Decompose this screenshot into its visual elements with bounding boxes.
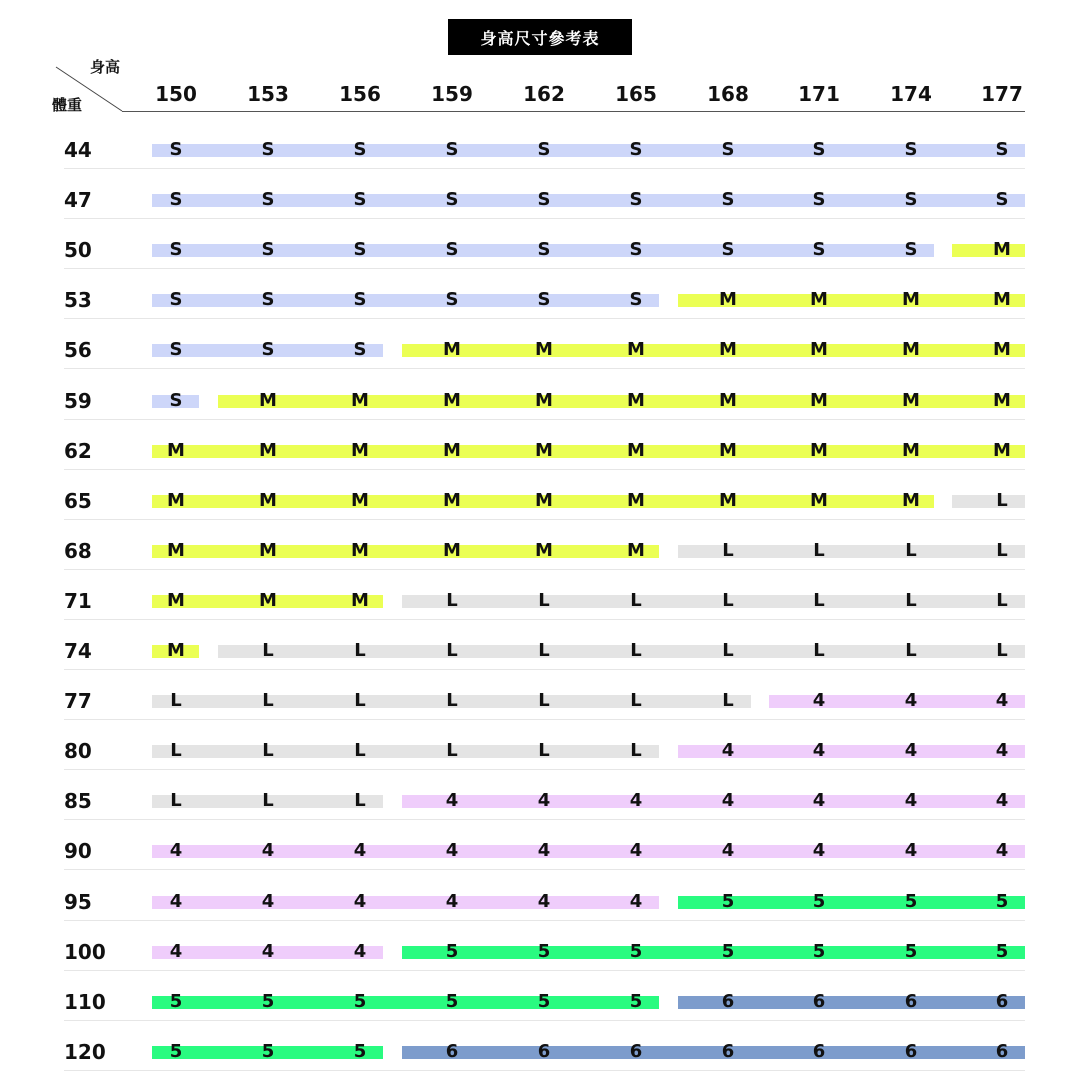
page-title: 身高尺寸參考表 <box>448 19 632 55</box>
size-cell: S <box>629 189 643 211</box>
size-cell: L <box>262 740 274 762</box>
size-band-segment <box>152 745 659 758</box>
weight-axis-label: 體重 <box>52 96 83 114</box>
size-cell: 4 <box>904 690 918 712</box>
size-cell: S <box>261 189 275 211</box>
size-cell: 4 <box>721 740 735 762</box>
size-cell: L <box>446 589 458 611</box>
size-cell: 4 <box>995 790 1009 812</box>
size-cell: S <box>353 189 367 211</box>
size-cell: L <box>813 589 825 611</box>
size-cell: S <box>537 139 551 160</box>
size-cell: M <box>719 439 737 461</box>
size-cell: M <box>535 389 553 411</box>
size-cell: M <box>443 439 461 461</box>
weight-row-label: 53 <box>64 288 92 313</box>
size-cell: 4 <box>812 740 826 762</box>
weight-row-label: 65 <box>64 488 92 513</box>
size-cell: 4 <box>353 940 367 962</box>
size-cell: 5 <box>812 890 826 912</box>
size-cell: L <box>262 690 274 712</box>
size-cell: M <box>167 489 185 511</box>
size-cell: M <box>902 289 920 311</box>
size-cell: S <box>169 139 183 160</box>
weight-row-label: 62 <box>64 438 92 463</box>
size-cell: L <box>630 690 642 712</box>
size-cell: M <box>810 289 828 311</box>
row-divider <box>64 368 1025 369</box>
size-cell: S <box>629 239 643 261</box>
size-cell: 4 <box>995 690 1009 712</box>
size-cell: M <box>810 439 828 461</box>
size-cell: L <box>170 740 182 762</box>
height-column-header: 159 <box>431 82 473 106</box>
weight-row-label: 110 <box>64 989 106 1014</box>
size-cell: M <box>443 489 461 511</box>
size-cell: L <box>813 640 825 661</box>
size-cell: 4 <box>812 790 826 812</box>
size-cell: M <box>810 339 828 361</box>
size-cell: S <box>629 289 643 311</box>
height-column-header: 174 <box>890 82 932 106</box>
size-cell: S <box>445 189 459 211</box>
size-cell: S <box>995 139 1009 160</box>
corner-diagonal-divider <box>0 0 130 120</box>
size-cell: L <box>170 690 182 712</box>
size-cell: 4 <box>537 890 551 912</box>
size-cell: L <box>813 539 825 561</box>
size-cell: S <box>353 289 367 311</box>
size-cell: 4 <box>169 840 183 862</box>
size-cell: L <box>446 690 458 712</box>
size-cell: S <box>445 239 459 261</box>
size-cell: L <box>262 790 274 812</box>
size-cell: M <box>259 489 277 511</box>
size-cell: 5 <box>537 940 551 962</box>
size-cell: S <box>537 289 551 311</box>
size-cell: M <box>902 339 920 361</box>
row-divider <box>64 769 1025 770</box>
size-cell: 4 <box>353 890 367 912</box>
size-cell: 5 <box>629 990 643 1012</box>
size-cell: M <box>259 439 277 461</box>
size-cell: 4 <box>445 790 459 812</box>
height-column-header: 162 <box>523 82 565 106</box>
weight-row-label: 68 <box>64 538 92 563</box>
size-cell: 5 <box>445 940 459 962</box>
size-cell: 6 <box>995 990 1009 1012</box>
size-cell: 5 <box>261 1040 275 1062</box>
weight-row-label: 59 <box>64 388 92 413</box>
height-axis-label: 身高 <box>90 58 121 76</box>
weight-row-label: 74 <box>64 639 92 663</box>
size-cell: 5 <box>995 940 1009 962</box>
row-divider <box>64 519 1025 520</box>
size-cell: L <box>996 539 1008 561</box>
size-cell: 6 <box>721 990 735 1012</box>
size-cell: 6 <box>537 1040 551 1062</box>
size-cell: L <box>538 589 550 611</box>
size-cell: M <box>627 489 645 511</box>
weight-row-label: 120 <box>64 1039 106 1064</box>
size-cell: M <box>810 489 828 511</box>
size-cell: 4 <box>445 890 459 912</box>
size-cell: M <box>535 539 553 561</box>
size-cell: 4 <box>629 890 643 912</box>
size-cell: L <box>354 640 366 661</box>
size-cell: M <box>810 389 828 411</box>
size-cell: S <box>261 339 275 361</box>
size-cell: M <box>627 339 645 361</box>
size-cell: M <box>259 389 277 411</box>
row-divider <box>64 469 1025 470</box>
size-cell: L <box>630 640 642 661</box>
weight-row-label: 95 <box>64 889 92 914</box>
row-divider <box>64 168 1025 169</box>
row-divider <box>64 268 1025 269</box>
size-cell: 6 <box>629 1040 643 1062</box>
size-cell: 6 <box>904 990 918 1012</box>
size-cell: S <box>353 239 367 261</box>
size-cell: L <box>905 539 917 561</box>
size-cell: S <box>537 189 551 211</box>
size-cell: S <box>904 239 918 261</box>
weight-row-label: 44 <box>64 138 92 162</box>
size-cell: 4 <box>445 840 459 862</box>
size-cell: S <box>537 239 551 261</box>
size-cell: M <box>719 489 737 511</box>
row-divider <box>64 419 1025 420</box>
weight-row-label: 71 <box>64 588 92 613</box>
size-cell: L <box>354 690 366 712</box>
size-cell: 6 <box>812 990 826 1012</box>
size-cell: S <box>904 139 918 160</box>
size-cell: L <box>446 640 458 661</box>
size-cell: S <box>353 139 367 160</box>
size-cell: 5 <box>904 940 918 962</box>
size-cell: L <box>354 790 366 812</box>
size-cell: M <box>535 489 553 511</box>
size-cell: L <box>996 589 1008 611</box>
size-cell: 6 <box>721 1040 735 1062</box>
size-cell: 4 <box>995 740 1009 762</box>
size-cell: M <box>902 389 920 411</box>
size-cell: M <box>993 439 1011 461</box>
size-band-segment <box>152 896 659 909</box>
size-cell: M <box>443 339 461 361</box>
size-cell: M <box>993 289 1011 311</box>
size-cell: 4 <box>629 790 643 812</box>
height-column-header: 171 <box>798 82 840 106</box>
row-divider <box>64 920 1025 921</box>
size-cell: 6 <box>812 1040 826 1062</box>
size-cell: M <box>167 439 185 461</box>
size-cell: L <box>996 489 1008 511</box>
size-cell: S <box>169 239 183 261</box>
size-cell: M <box>443 389 461 411</box>
size-cell: S <box>812 189 826 211</box>
size-cell: L <box>905 589 917 611</box>
size-cell: M <box>719 389 737 411</box>
size-cell: M <box>993 389 1011 411</box>
size-cell: L <box>630 740 642 762</box>
size-cell: 4 <box>904 790 918 812</box>
size-cell: 4 <box>721 790 735 812</box>
size-cell: 4 <box>261 840 275 862</box>
size-cell: L <box>722 690 734 712</box>
size-cell: L <box>722 640 734 661</box>
size-cell: L <box>262 640 274 661</box>
size-cell: L <box>996 640 1008 661</box>
size-cell: S <box>261 239 275 261</box>
size-cell: 5 <box>721 940 735 962</box>
row-divider <box>64 970 1025 971</box>
size-cell: L <box>630 589 642 611</box>
size-band-segment <box>152 545 659 558</box>
size-cell: S <box>169 389 183 411</box>
weight-row-label: 85 <box>64 789 92 814</box>
size-cell: 4 <box>261 890 275 912</box>
size-cell: 4 <box>537 790 551 812</box>
weight-row-label: 50 <box>64 238 92 263</box>
size-cell: 5 <box>169 990 183 1012</box>
weight-row-label: 90 <box>64 839 92 864</box>
size-cell: S <box>721 139 735 160</box>
size-cell: S <box>353 339 367 361</box>
size-cell: 5 <box>537 990 551 1012</box>
size-cell: 5 <box>261 990 275 1012</box>
size-cell: L <box>170 790 182 812</box>
size-cell: L <box>905 640 917 661</box>
height-column-header: 177 <box>981 82 1023 106</box>
size-cell: M <box>443 539 461 561</box>
size-cell: S <box>812 139 826 160</box>
size-cell: M <box>993 239 1011 261</box>
size-cell: 5 <box>721 890 735 912</box>
size-cell: 5 <box>629 940 643 962</box>
size-cell: S <box>169 289 183 311</box>
size-cell: 5 <box>812 940 826 962</box>
size-cell: 5 <box>445 990 459 1012</box>
size-cell: L <box>722 539 734 561</box>
size-cell: S <box>261 289 275 311</box>
row-divider <box>64 719 1025 720</box>
size-cell: 4 <box>169 940 183 962</box>
size-cell: S <box>445 289 459 311</box>
size-cell: 4 <box>353 840 367 862</box>
size-cell: 6 <box>445 1040 459 1062</box>
size-cell: M <box>627 539 645 561</box>
size-cell: M <box>167 539 185 561</box>
row-divider <box>64 218 1025 219</box>
row-divider <box>64 1070 1025 1071</box>
row-divider <box>64 318 1025 319</box>
row-divider <box>64 819 1025 820</box>
size-cell: M <box>627 439 645 461</box>
row-divider <box>64 669 1025 670</box>
size-cell: M <box>993 339 1011 361</box>
row-divider <box>64 619 1025 620</box>
size-cell: 4 <box>169 890 183 912</box>
size-cell: 6 <box>995 1040 1009 1062</box>
size-cell: 5 <box>353 990 367 1012</box>
size-cell: M <box>259 539 277 561</box>
size-cell: L <box>722 589 734 611</box>
size-cell: S <box>995 189 1009 211</box>
size-cell: M <box>535 439 553 461</box>
size-cell: M <box>351 389 369 411</box>
size-cell: M <box>351 539 369 561</box>
size-cell: S <box>721 189 735 211</box>
height-column-header: 153 <box>247 82 289 106</box>
size-band-segment <box>152 996 659 1009</box>
height-column-header: 150 <box>155 82 197 106</box>
weight-row-label: 77 <box>64 689 92 714</box>
size-cell: M <box>167 640 185 661</box>
size-cell: 4 <box>812 690 826 712</box>
size-cell: 4 <box>904 840 918 862</box>
size-cell: M <box>351 589 369 611</box>
size-cell: 5 <box>995 890 1009 912</box>
height-column-header: 156 <box>339 82 381 106</box>
size-cell: M <box>719 289 737 311</box>
size-cell: 5 <box>904 890 918 912</box>
weight-row-label: 80 <box>64 739 92 764</box>
size-cell: 4 <box>721 840 735 862</box>
size-cell: 4 <box>629 840 643 862</box>
size-cell: 5 <box>353 1040 367 1062</box>
size-cell: S <box>445 139 459 160</box>
size-cell: 4 <box>261 940 275 962</box>
header-divider <box>122 111 1025 112</box>
size-cell: M <box>719 339 737 361</box>
size-cell: S <box>169 189 183 211</box>
size-cell: L <box>538 740 550 762</box>
size-cell: L <box>538 690 550 712</box>
size-cell: S <box>904 189 918 211</box>
size-cell: M <box>351 439 369 461</box>
weight-row-label: 47 <box>64 188 92 213</box>
size-cell: 4 <box>904 740 918 762</box>
size-cell: S <box>261 139 275 160</box>
height-column-header: 165 <box>615 82 657 106</box>
size-cell: 5 <box>169 1040 183 1062</box>
size-cell: M <box>902 489 920 511</box>
size-cell: S <box>812 239 826 261</box>
size-cell: 4 <box>537 840 551 862</box>
size-cell: 4 <box>812 840 826 862</box>
height-column-header: 168 <box>707 82 749 106</box>
size-cell: M <box>902 439 920 461</box>
row-divider <box>64 1020 1025 1021</box>
weight-row-label: 56 <box>64 338 92 363</box>
weight-row-label: 100 <box>64 939 106 964</box>
size-cell: S <box>169 339 183 361</box>
size-band-segment <box>152 294 659 307</box>
size-cell: 4 <box>995 840 1009 862</box>
size-cell: L <box>538 640 550 661</box>
size-cell: S <box>721 239 735 261</box>
size-cell: 6 <box>904 1040 918 1062</box>
size-cell: M <box>351 489 369 511</box>
size-cell: L <box>354 740 366 762</box>
size-cell: S <box>629 139 643 160</box>
size-cell: M <box>535 339 553 361</box>
row-divider <box>64 869 1025 870</box>
size-cell: L <box>446 740 458 762</box>
size-cell: M <box>259 589 277 611</box>
size-cell: M <box>167 589 185 611</box>
size-cell: M <box>627 389 645 411</box>
row-divider <box>64 569 1025 570</box>
